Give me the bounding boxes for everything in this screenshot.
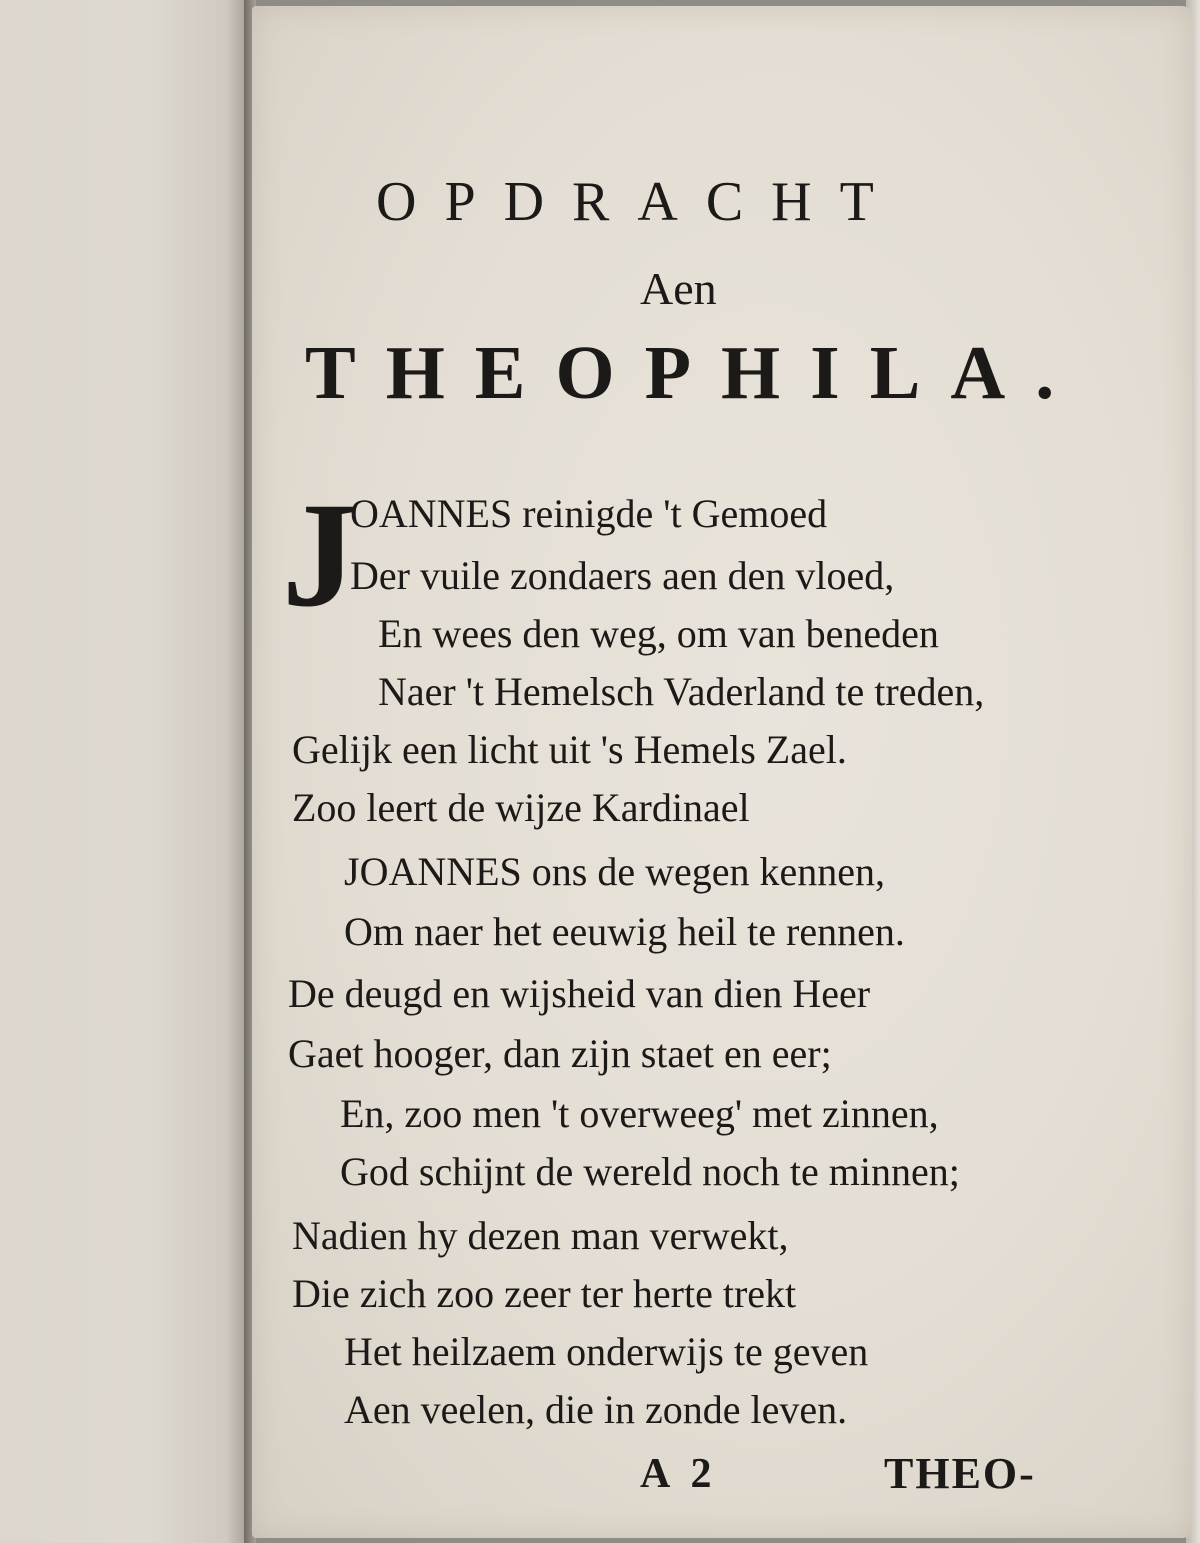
- poem-line-2: Der vuile zondaers aen den vloed,: [350, 553, 895, 598]
- poem-line-14: Die zich zoo zeer ter herte trekt: [292, 1271, 797, 1316]
- drop-cap: J: [282, 472, 357, 638]
- signature-mark: A 2: [640, 1451, 718, 1497]
- poem-line-12: God schijnt de wereld noch te minnen;: [340, 1149, 960, 1194]
- heading-opdracht: OPDRACHT: [376, 171, 902, 233]
- poem-line-7: JOANNES ons de wegen kennen,: [344, 849, 886, 894]
- poem-line-11: En, zoo men 't overweeg' met zinnen,: [340, 1091, 939, 1136]
- poem-line-5: Gelijk een licht uit 's Hemels Zael.: [292, 727, 847, 772]
- poem-line-15: Het heilzaem onderwijs te geven: [344, 1329, 869, 1374]
- heading-aen: Aen: [640, 263, 717, 314]
- poem-line-8: Om naer het eeuwig heil te rennen.: [344, 909, 905, 954]
- poem-line-3: En wees den weg, om van beneden: [378, 611, 939, 656]
- left-page: [0, 0, 246, 1543]
- poem-line-13: Nadien hy dezen man verwekt,: [292, 1213, 789, 1258]
- poem-line-10: Gaet hooger, dan zijn staet en eer;: [288, 1031, 832, 1076]
- poem-line-16: Aen veelen, die in zonde leven.: [344, 1387, 848, 1432]
- poem-line-6: Zoo leert de wijze Kardinael: [292, 785, 750, 830]
- poem-line-1: OANNES reinigde 't Gemoed: [350, 491, 828, 536]
- heading-theophila: THEOPHILA.: [305, 331, 1085, 415]
- poem-line-9: De deugd en wijsheid van dien Heer: [288, 971, 871, 1016]
- catchword: THEO-: [884, 1449, 1036, 1498]
- poem-line-4: Naer 't Hemelsch Vaderland te treden,: [378, 669, 985, 714]
